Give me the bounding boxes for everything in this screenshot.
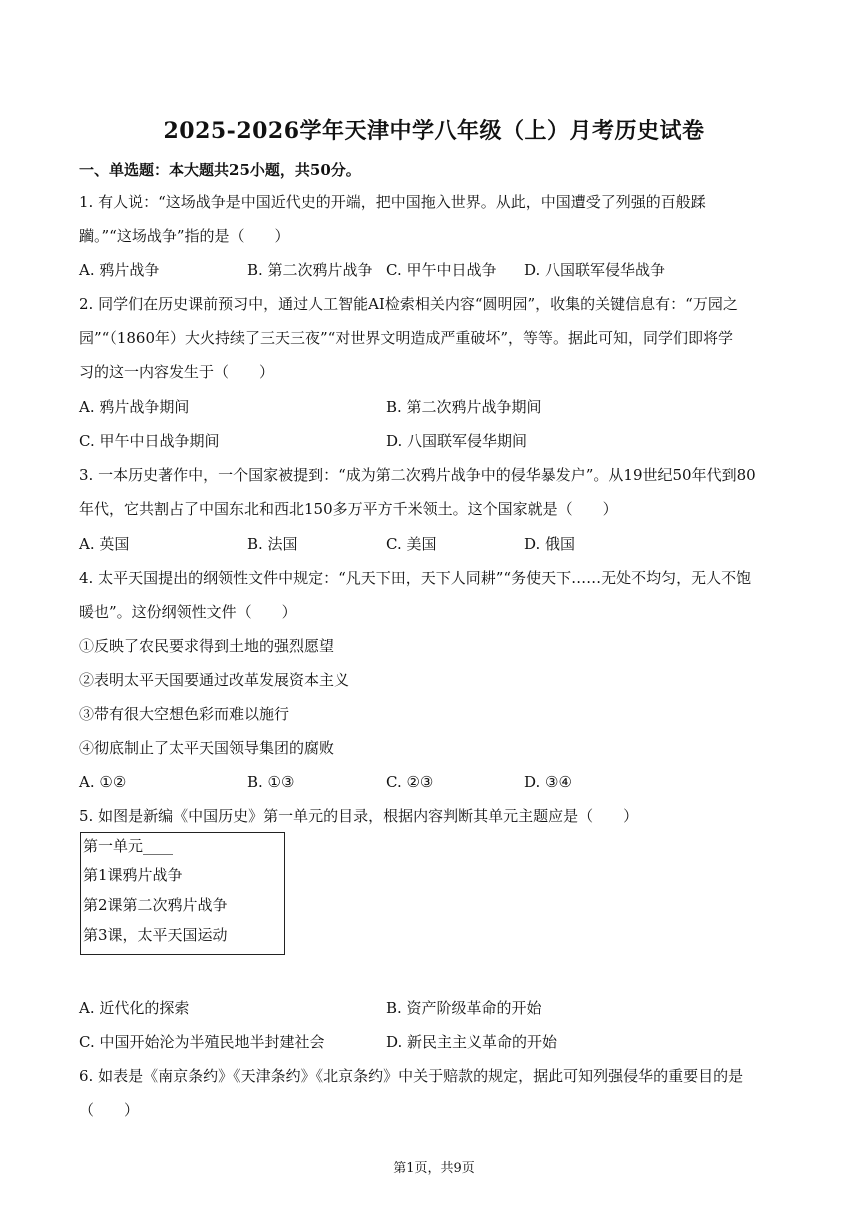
page-footer: 第1页，共9页 [393, 1161, 475, 1176]
question-2-text-cont2: 习的这一内容发生于（ ） [79, 363, 275, 381]
page-title: 2025-2026学年天津中学八年级（上）月考历史试卷 [163, 118, 705, 144]
q3-option-b: B. 法国 [247, 535, 298, 553]
q4-statement-1: ①反映了农民要求得到土地的强烈愿望 [79, 637, 335, 655]
question-4-text-cont: 暖也”。这份纲领性文件（ ） [79, 603, 297, 621]
q4-option-d: D. ③④ [524, 773, 572, 791]
question-6-text-cont: （ ） [79, 1101, 140, 1119]
toc-lesson-2: 第2课第二次鸦片战争 [83, 896, 228, 914]
question-5-text: 5. 如图是新编《中国历史》第一单元的目录，根据内容判断其单元主题应是（ ） [79, 807, 639, 825]
toc-lesson-3: 第3课，太平天国运动 [83, 926, 228, 944]
question-3-text-cont: 年代，它共割占了中国东北和西北150多万平方千米领土。这个国家就是（ ） [79, 500, 618, 518]
question-2-text: 2. 同学们在历史课前预习中，通过人工智能AI检索相关内容“圆明园”，收集的关键信息有：“万园之 [79, 295, 738, 313]
q1-option-d: D. 八国联军侵华战争 [524, 261, 666, 279]
q4-statement-2: ②表明太平天国要通过改革发展资本主义 [79, 671, 350, 689]
question-2-text-cont: 园”“（1860年）大火持续了三天三夜”“对世界文明造成严重破坏”，等等。据此可知，同学们即将学 [79, 329, 734, 347]
q4-option-b: B. ①③ [247, 773, 295, 791]
toc-lesson-1: 第1课鸦片战争 [83, 866, 183, 884]
toc-unit-title: 第一单元____ [83, 837, 174, 855]
q4-statement-4: ④彻底制止了太平天国领导集团的腐败 [79, 739, 335, 757]
question-6-text: 6. 如表是《南京条约》《天津条约》《北京条约》中关于赔款的规定，据此可知列强侵华的重要目的是 [79, 1067, 744, 1085]
q3-option-d: D. 俄国 [524, 535, 576, 553]
question-1-text-cont: 躏。”“这场战争”指的是（ ） [79, 227, 290, 245]
question-4-text: 4. 太平天国提出的纲领性文件中规定：“凡天下田，天下人同耕”“务使天下……无处不均匀，无人不饱 [79, 569, 752, 587]
question-1-text: 1. 有人说：“这场战争是中国近代史的开端，把中国拖入世界。从此，中国遭受了列强的百般蹂 [79, 193, 706, 211]
q3-option-a: A. 英国 [79, 535, 130, 553]
q5-option-d: D. 新民主主义革命的开始 [386, 1033, 558, 1051]
q5-option-b: B. 资产阶级革命的开始 [386, 999, 542, 1017]
q4-option-c: C. ②③ [386, 773, 434, 791]
q2-option-a: A. 鸦片战争期间 [79, 398, 190, 416]
q5-option-c: C. 中国开始沦为半殖民地半封建社会 [79, 1033, 325, 1051]
q4-option-a: A. ①② [79, 773, 127, 791]
section-heading: 一、单选题：本大题共25小题，共50分。 [79, 161, 361, 179]
q2-option-c: C. 甲午中日战争期间 [79, 432, 220, 450]
q4-statement-3: ③带有很大空想色彩而难以施行 [79, 705, 290, 723]
q5-option-a: A. 近代化的探索 [79, 999, 190, 1017]
q2-option-b: B. 第二次鸦片战争期间 [386, 398, 542, 416]
q3-option-c: C. 美国 [386, 535, 437, 553]
q2-option-d: D. 八国联军侵华期间 [386, 432, 528, 450]
question-3-text: 3. 一本历史著作中，一个国家被提到：“成为第二次鸦片战争中的侵华暴发户”。从19世纪50年代到80 [79, 466, 756, 484]
q1-option-a: A. 鸦片战争 [79, 261, 160, 279]
q1-option-b: B. 第二次鸦片战争 [247, 261, 373, 279]
q1-option-c: C. 甲午中日战争 [386, 261, 497, 279]
